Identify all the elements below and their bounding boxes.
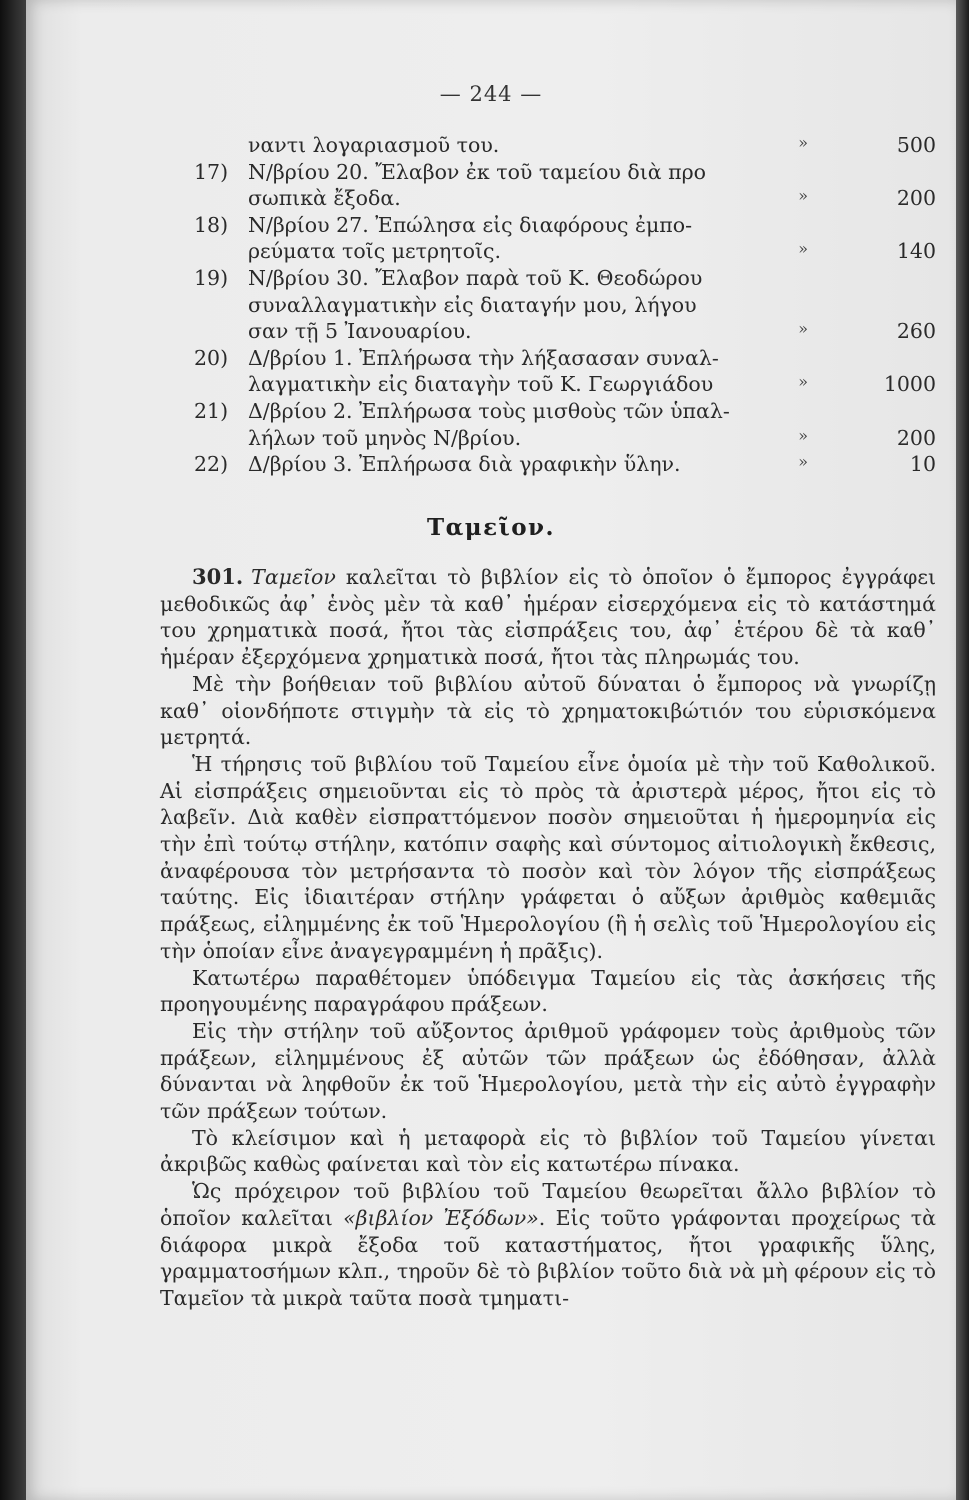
page-number: — 244 — bbox=[439, 82, 543, 106]
entry-text: συναλλαγματικὴν εἰς διαταγήν μου, λήγου bbox=[248, 292, 697, 317]
entry-amount: 260 bbox=[896, 319, 936, 344]
paragraph: Μὲ τὴν βοήθειαν τοῦ βιβλίου αὐτοῦ δύναται ὁ ἔμπορος νὰ γνωρίζῃ καθ᾽ οἱονδήποτε στιγμὴν τὰ εἰς τὸ χρηματοκιβώτιόν του εὑρισκόμενα μετρητά. bbox=[160, 671, 936, 750]
entry-number: 21) bbox=[194, 398, 229, 423]
entry-amount: 10 bbox=[909, 452, 936, 477]
ditto-mark: » bbox=[798, 133, 808, 152]
entry-amount: 200 bbox=[896, 425, 936, 450]
ditto-mark: » bbox=[798, 372, 808, 392]
entry-number: 22) bbox=[194, 452, 229, 477]
ledger-entry bbox=[160, 265, 936, 345]
paragraph bbox=[160, 1178, 936, 1312]
paragraph-text: καλεῖται τὸ βιβλίον εἰς τὸ ὁποῖον ὁ ἔμπορος ἐγγράφει μεθοδικῶς ἀφ᾽ ἑνὸς μὲν τὰ καθ᾽ ἡμέραν εἰσερχόμενα εἰς τὸ κατάστημά του χρηματικὰ ποσά, ἤτοι τὰς εἰσπράξεις του, ἀφ᾽ ἑτέρου δὲ τὰ καθ᾽ ἡμέραν ἐξερχόμενα χρηματικὰ ποσά, ἤτοι τὰς πληρωμάς του. bbox=[160, 565, 936, 670]
section-number: 301. bbox=[192, 564, 244, 589]
paragraph: Εἰς τὴν στήλην τοῦ αὔξοντος ἀριθμοῦ γράφομεν τοὺς ἀριθμοὺς τῶν πράξεων, εἰλημμένους ἐξ αὐτῶν τῶν πράξεων ὡς ἐδόθησαν, ἀλλὰ δύνανται νὰ ληφθοῦν ἐκ τοῦ Ἡμερολογίου, μετὰ τὴν εἰς αὐτὸ ἐγγραφὴν τῶν πράξεων τούτων. bbox=[160, 1018, 936, 1124]
ledger-entry bbox=[160, 398, 936, 451]
book-page bbox=[26, 0, 956, 1500]
entry-amount: 500 bbox=[896, 133, 936, 157]
entry-text: ρεύματα τοῖς μετρητοῖς. bbox=[248, 239, 502, 264]
entry-text: Ν/βρίου 30. Ἔλαβον παρὰ τοῦ Κ. Θεοδώρου bbox=[248, 265, 703, 290]
entry-number: 20) bbox=[194, 345, 229, 370]
entry-amount: 140 bbox=[896, 239, 936, 264]
paragraph-text: . Εἰς τοῦτο γράφονται προχείρως τὰ διάφορα μικρὰ ἔξοδα τοῦ καταστήματος, ἤτοι γραφικῆς ὕλης, γραμματοσήμων κλπ., τηροῦν δὲ τὸ βιβλίον τοῦτο διὰ νὰ μὴ φέρουν εἰς τὸ Ταμεῖον τὰ μικρὰ ταῦτα ποσὰ τμηματι- bbox=[160, 1205, 936, 1310]
ledger-entry bbox=[160, 451, 936, 478]
entry-number: 17) bbox=[194, 159, 229, 184]
entry-text: Δ/βρίου 2. Ἐπλήρωσα τοὺς μισθοὺς τῶν ὑπαλ- bbox=[248, 398, 730, 423]
ledger-entry bbox=[160, 132, 936, 159]
ditto-mark: » bbox=[798, 452, 808, 472]
paragraph: Κατωτέρω παραθέτομεν ὑπόδειγμα Ταμείου εἰς τὰς ἀσκήσεις τῆς προηγουμένης παραγράφου πράξεων. bbox=[160, 965, 936, 1017]
entry-text: Ν/βρίου 20. Ἔλαβον ἐκ τοῦ ταμείου διὰ προ bbox=[248, 159, 706, 184]
ditto-mark: » bbox=[798, 239, 808, 259]
ditto-mark: » bbox=[798, 186, 808, 206]
entry-text: Δ/βρίου 3. Ἐπλήρωσα διὰ γραφικὴν ὕλην. bbox=[248, 452, 681, 477]
entry-text: σωπικὰ ἔξοδα. bbox=[248, 186, 401, 211]
page-edge bbox=[956, 0, 969, 1500]
paragraph-text: Ὡς πρόχειρον τοῦ βιβλίου τοῦ Ταμείου θεωρεῖται ἄλλο βιβλίον τὸ ὁποῖον καλεῖται bbox=[160, 1179, 936, 1230]
section-body bbox=[160, 564, 936, 1312]
section-heading: Ταμεῖον. bbox=[426, 514, 556, 541]
entry-amount: 1000 bbox=[883, 372, 936, 397]
section-term: Ταμεῖον bbox=[251, 565, 336, 589]
paragraph bbox=[160, 564, 936, 671]
paragraph: Τὸ κλείσιμον καὶ ἡ μεταφορὰ εἰς τὸ βιβλίον τοῦ Ταμείου γίνεται ἀκριβῶς καθὼς φαίνεται καὶ τὸν εἰς κατωτέρω πίνακα. bbox=[160, 1125, 936, 1177]
ditto-mark: » bbox=[798, 319, 808, 339]
entry-text: ναντι λογαριασμοῦ του. bbox=[248, 133, 500, 157]
entry-text: σαν τῇ 5 Ἰανουαρίου. bbox=[248, 319, 472, 344]
entry-text: λήλων τοῦ μηνὸς Ν/βρίου. bbox=[248, 425, 522, 450]
entry-text: λαγματικὴν εἰς διαταγὴν τοῦ Κ. Γεωργιάδου bbox=[248, 372, 714, 397]
ledger-entries bbox=[160, 132, 936, 478]
book-gutter bbox=[0, 0, 26, 1500]
entry-text: Δ/βρίου 1. Ἐπλήρωσα τὴν λήξασασαν συναλ- bbox=[248, 345, 719, 370]
entry-number: 19) bbox=[194, 265, 229, 290]
entry-amount: 200 bbox=[896, 186, 936, 211]
paragraph: Ἡ τήρησις τοῦ βιβλίου τοῦ Ταμείου εἶνε ὁμοία μὲ τὴν τοῦ Καθολικοῦ. Αἱ εἰσπράξεις σημειοῦνται εἰς τὸ πρὸς τὰ ἀριστερὰ μέρος, ἤτοι εἰς τὸ λαβεῖν. Διὰ καθὲν εἰσπραττόμενον ποσὸν σημειοῦται ἡ ἡμερομηνία εἰς τὴν ἐπὶ τούτῳ στήλην, κατόπιν σαφὴς καὶ σύντομος αἰτιολογικὴ ἔκθεσις, ἀναφέρουσα τὸν μετρήσαντα τὸ ποσὸν καὶ τὸν λόγον τῆς εἰσπράξεως ταύτης. Εἰς ἰδιαιτέραν στήλην γράφεται ὁ αὔξων ἀριθμὸς καθεμιᾶς πράξεως, εἰλημμένης ἐκ τοῦ Ἡμερολογίου (ἢ ἡ σελὶς τοῦ Ἡμερολογίου εἰς τὴν ὁποίαν εἶνε ἀναγεγραμμένη ἡ πρᾶξις). bbox=[160, 751, 936, 963]
book-title-quote: «βιβλίον Ἐξόδων» bbox=[343, 1205, 539, 1230]
entry-text: Ν/βρίου 27. Ἐπώλησα εἰς διαφόρους ἐμπο- bbox=[248, 212, 693, 237]
ledger-entry bbox=[160, 212, 936, 265]
ledger-entry bbox=[160, 159, 936, 212]
ditto-mark: » bbox=[798, 425, 808, 445]
entry-number: 18) bbox=[194, 212, 229, 237]
ledger-entry bbox=[160, 345, 936, 398]
